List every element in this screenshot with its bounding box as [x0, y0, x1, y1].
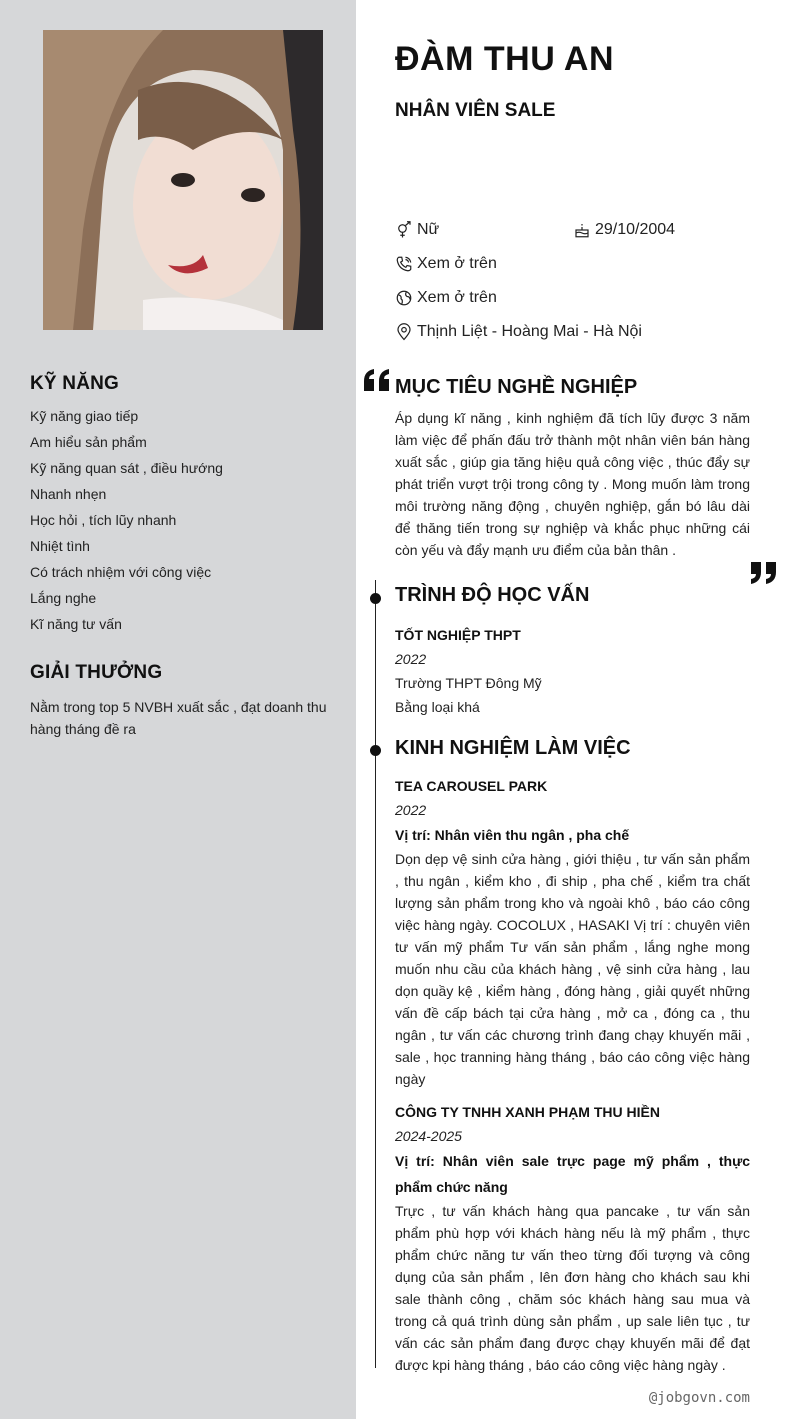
job-date: 2024-2025	[395, 1128, 462, 1144]
skills-section	[30, 373, 340, 641]
location-pin-icon	[395, 323, 413, 341]
birthday-row	[573, 221, 675, 239]
job-title: NHÂN VIÊN SALE	[395, 100, 556, 121]
job-title-wrap	[395, 100, 750, 122]
header	[395, 40, 750, 79]
job-role: Vị trí: Nhân viên sale trực page mỹ phẩm , thực phẩm chức năng	[395, 1153, 750, 1195]
objective-section	[395, 376, 750, 561]
gender-icon	[395, 221, 413, 239]
job-description: Trực , tư vấn khách hàng qua pancake , tư vấn sản phẩm phù hợp với khách hàng nếu là mỹ phẩm , thực phẩm chức năng tư vấn theo từng đối tượng và công dụng của sản phẩm , lên đơn hàng cho khách sau khi sale thành công , chăm sóc khách hàng sau mua và trong cả quá trình dùng sản phẩm , up sale liên tục , tư vấn các sản phẩm đang được chạy khuyến mãi để đạt được kpi hàng tháng , báo cáo công việc hàng ngày .	[395, 1203, 750, 1373]
experience-job	[395, 774, 750, 1090]
website-row	[395, 289, 497, 307]
education-date: 2022	[395, 651, 427, 667]
skill-item: Nhiệt tình	[30, 538, 90, 554]
skill-item: Kỹ năng giao tiếp	[30, 408, 139, 424]
awards-title: GIẢI THƯỞNG	[30, 662, 163, 683]
quote-open-icon	[364, 369, 392, 391]
education-school: Trường THPT Đông Mỹ	[395, 675, 542, 691]
awards-section	[30, 662, 340, 740]
awards-text: Nằm trong top 5 NVBH xuất sắc , đạt doanh thu hàng tháng đề ra	[30, 699, 327, 737]
candidate-name: ĐÀM THU AN	[395, 40, 615, 78]
profile-photo	[43, 30, 323, 330]
education-title: TRÌNH ĐỘ HỌC VẤN	[395, 584, 590, 606]
experience-section	[395, 737, 750, 1376]
address-row	[395, 323, 642, 341]
birthday-value: 29/10/2004	[595, 221, 676, 238]
job-date: 2022	[395, 802, 427, 818]
address-value: Thịnh Liệt - Hoàng Mai - Hà Nội	[417, 323, 642, 340]
timeline-line	[375, 580, 376, 1368]
objective-text: Áp dụng kĩ năng , kinh nghiệm đã tích lũy được 3 năm làm việc để phấn đấu trở thành một nhân viên bán hàng xuất sắc , giúp gia tăng hiệu quả công việc , thúc đẩy sự phát triển vượt trội trong công ty . Mong muốn làm trong môi trường năng động , chuyên nghiệp, gắn bó lâu dài để thăng tiến trong sự nghiệp và khắc phục những cái còn yếu và đẩy mạnh ưu điểm của bản thân .	[395, 410, 750, 558]
experience-job	[395, 1100, 750, 1376]
skill-item: Học hỏi , tích lũy nhanh	[30, 512, 177, 528]
quote-close-icon	[748, 562, 776, 584]
phone-row	[395, 255, 497, 273]
timeline-dot-experience	[370, 745, 381, 756]
education-grade: Bằng loại khá	[395, 699, 480, 715]
skill-item: Nhanh nhẹn	[30, 486, 107, 502]
gender-value: Nữ	[417, 221, 440, 238]
job-role: Vị trí: Nhân viên thu ngân , pha chế	[395, 827, 630, 843]
phone-value: Xem ở trên	[417, 255, 497, 272]
skill-item: Kĩ năng tư vấn	[30, 616, 122, 632]
objective-title: MỤC TIÊU NGHỀ NGHIỆP	[395, 376, 638, 398]
gender-row	[395, 221, 439, 239]
job-description: Dọn dẹp vệ sinh cửa hàng , giới thiệu , tư vấn sản phẩm , thu ngân , kiểm kho , đi ship , pha chế , kiểm tra chất lượng sản phẩm trong kho và ngoài khô , báo cáo công việc hàng ngày. COCOLUX , HASAKI Vị trí : chuyên viên tư vấn mỹ phẩm Tư vấn sản phẩm , lắng nghe mong muốn nhu cầu của khách hàng , vệ sinh cửa hàng , lau dọn quầy kệ , kiểm hàng , đóng hàng , giải quyết những vấn đề cấp bách tại cửa hàng , mở ca , đóng ca , thu ngân , tư vấn các chương trình đang chạy khuyến mãi , sale , học tranning hàng tháng , báo cáo công việc hàng ngày	[395, 851, 750, 1087]
website-value: Xem ở trên	[417, 289, 497, 306]
skill-item: Có trách nhiệm với công việc	[30, 564, 212, 580]
globe-icon	[395, 289, 413, 307]
footer-watermark: @jobgovn.com	[648, 1390, 750, 1406]
skill-item: Kỹ năng quan sát , điều hướng	[30, 460, 223, 476]
job-company: TEA CAROUSEL PARK	[395, 778, 548, 794]
experience-title: KINH NGHIỆM LÀM VIỆC	[395, 737, 631, 759]
education-section	[395, 584, 750, 719]
phone-icon	[395, 255, 413, 273]
education-entry-title: TỐT NGHIỆP THPT	[395, 627, 521, 643]
cake-icon	[573, 221, 591, 239]
skill-item: Am hiểu sản phẩm	[30, 434, 147, 450]
skills-title: KỸ NĂNG	[30, 373, 120, 394]
skill-item: Lắng nghe	[30, 590, 97, 606]
skills-list	[30, 407, 340, 641]
job-company: CÔNG TY TNHH XANH PHẠM THU HIỀN	[395, 1104, 660, 1120]
timeline-dot-education	[370, 593, 381, 604]
